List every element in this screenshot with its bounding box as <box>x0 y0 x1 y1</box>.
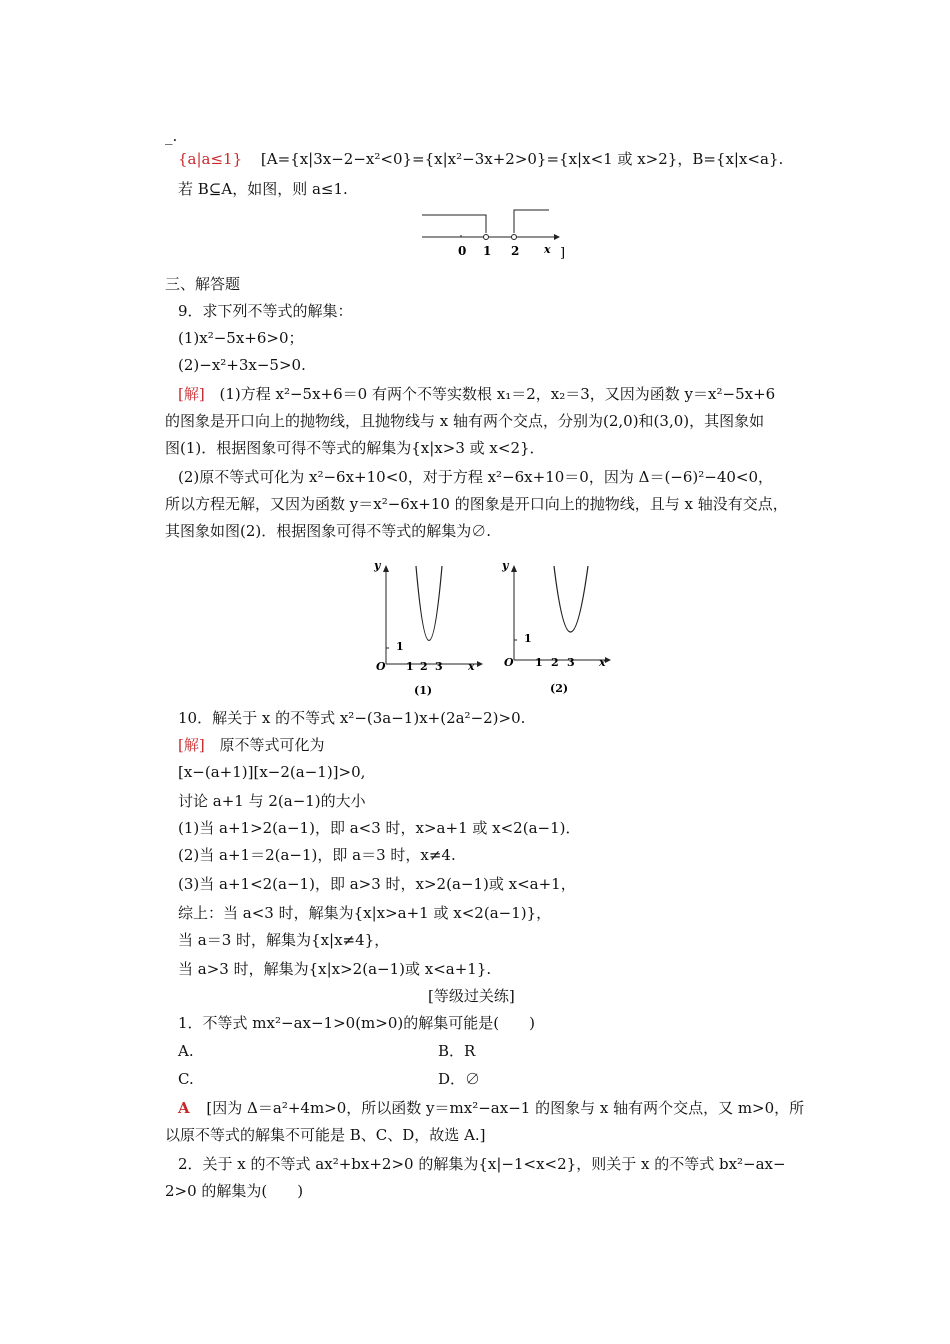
text-line: 所以方程无解，又因为函数 y＝x²−6x+10 的图象是开口向上的抛物线，且与 x 轴没有交点， <box>165 495 788 513</box>
origin-label: O <box>504 656 514 669</box>
open-point-2 <box>512 235 517 240</box>
text-line: (2)原不等式可化为 x²−6x+10<0，对于方程 x²−6x+10＝0，因为 Δ＝(−6)²−40<0， <box>178 468 774 486</box>
answer: {a|a≤1} <box>178 150 243 168</box>
parabola-curve <box>416 566 442 641</box>
set-a-ray-left <box>422 215 486 233</box>
text-line: 讨论 a+1 与 2(a−1)的大小 <box>178 792 366 810</box>
figure-caption: (2) <box>550 682 569 695</box>
y-axis-arrow <box>383 565 389 572</box>
y-axis-label: y <box>502 560 509 572</box>
y-axis-label: y <box>374 560 381 572</box>
explanation: [A={x|3x−2−x²<0}={x|x²−3x+2>0}={x|x<1 或 x>2}，B={x|x<a}. <box>260 150 784 168</box>
option-c: C. <box>178 1070 194 1088</box>
question-2: 2．关于 x 的不等式 ax²+bx+2>0 的解集为{x|−1<x<2}，则关于 x 的不等式 bx²−ax− <box>178 1155 786 1173</box>
text-line <box>178 148 783 170</box>
number-line-figure <box>418 205 568 263</box>
tick-label-0: 0 <box>458 244 467 258</box>
text-line: (1)当 a+1>2(a−1)，即 a<3 时，x>a+1 或 x<2(a−1)． <box>178 819 581 837</box>
text-line <box>178 1097 804 1119</box>
figure-caption: (1) <box>414 684 433 697</box>
section-heading: 三、解答题 <box>165 275 241 293</box>
solution-tag: [解] <box>178 385 205 403</box>
parabola-curve <box>554 566 588 632</box>
solution-text: 原不等式可化为 <box>219 736 325 754</box>
solution-text: (1)方程 x²−5x+6＝0 有两个不等实数根 x₁＝2，x₂＝3，又因为函数 y＝x²−5x+6 <box>219 385 776 403</box>
option-d: D．∅ <box>438 1070 481 1088</box>
x-axis-label: x <box>599 656 606 669</box>
y-axis-arrow <box>511 565 517 572</box>
text-line: 的图象是开口向上的抛物线，且抛物线与 x 轴有两个交点，分别为(2,0)和(3,0)，其图象如 <box>165 412 765 430</box>
option-b: B．R <box>438 1042 476 1060</box>
explanation: [因为 Δ＝a²+4m>0，所以函数 y＝mx²−ax−1 的图象与 x 轴有两个交点，又 m>0，所 <box>206 1099 805 1117</box>
text-line: 当 a＝3 时，解集为{x|x≠4}， <box>178 931 390 949</box>
parabola-graph-1 <box>372 560 484 702</box>
parabola-graph-2 <box>500 560 612 702</box>
answer: A <box>178 1099 190 1117</box>
tick-label-1: 1 <box>483 244 492 258</box>
text-line: (2)当 a+1＝2(a−1)，即 a＝3 时，x≠4. <box>178 846 456 864</box>
text-line: (3)当 a+1<2(a−1)，即 a>3 时，x>2(a−1)或 x<a+1， <box>178 875 576 893</box>
text-line: [x−(a+1)][x−2(a−1)]>0, <box>178 763 366 781</box>
axis-arrow <box>554 234 560 240</box>
x-tick-label-3: 3 <box>435 660 443 673</box>
section-heading: [等级过关练] <box>428 987 515 1005</box>
question-9: 9．求下列不等式的解集： <box>178 302 353 320</box>
y-tick-label: 1 <box>396 640 404 653</box>
set-a-ray-right <box>514 210 549 233</box>
option-a: A. <box>178 1042 194 1060</box>
x-axis-label: x <box>468 660 475 673</box>
closing-bracket: ] <box>560 246 566 261</box>
text-line: 若 B⊆A，如图，则 a≤1. <box>178 180 348 198</box>
x-tick-label-1: 1 <box>535 656 543 669</box>
question-9-part-2: (2)−x²+3x−5>0. <box>178 356 306 374</box>
text-line: 当 a>3 时，解集为{x|x>2(a−1)或 x<a+1}. <box>178 960 492 978</box>
text-line: 其图象如图(2)．根据图象可得不等式的解集为∅. <box>165 522 492 540</box>
question-1: 1．不等式 mx²−ax−1>0(m>0)的解集可能是( ) <box>178 1014 535 1032</box>
tick-label-2: 2 <box>511 244 520 258</box>
open-point-1 <box>484 235 489 240</box>
question-10: 10．解关于 x 的不等式 x²−(3a−1)x+(2a²−2)>0. <box>178 709 526 727</box>
text-line: 综上：当 a<3 时，解集为{x|x>a+1 或 x<2(a−1)}， <box>178 904 552 922</box>
text-line: _. <box>165 127 178 145</box>
x-tick-label-2: 2 <box>551 656 559 669</box>
text-line: 2>0 的解集为( ) <box>165 1182 304 1200</box>
x-tick-label-1: 1 <box>406 660 414 673</box>
origin-label: O <box>376 660 386 673</box>
x-tick-label-2: 2 <box>420 660 428 673</box>
y-tick-label: 1 <box>524 632 532 645</box>
x-tick-label-3: 3 <box>567 656 575 669</box>
text-line <box>178 734 325 756</box>
question-9-part-1: (1)x²−5x+6>0； <box>178 329 304 347</box>
axis-label-x: x <box>544 243 551 256</box>
text-line: 图(1)．根据图象可得不等式的解集为{x|x>3 或 x<2}． <box>165 439 545 457</box>
x-axis-arrow <box>477 661 483 667</box>
text-line: 以原不等式的解集不可能是 B、C、D，故选 A.] <box>165 1126 486 1144</box>
solution-tag: [解] <box>178 736 205 754</box>
text-line <box>178 383 775 405</box>
x-axis-arrow <box>605 657 611 663</box>
